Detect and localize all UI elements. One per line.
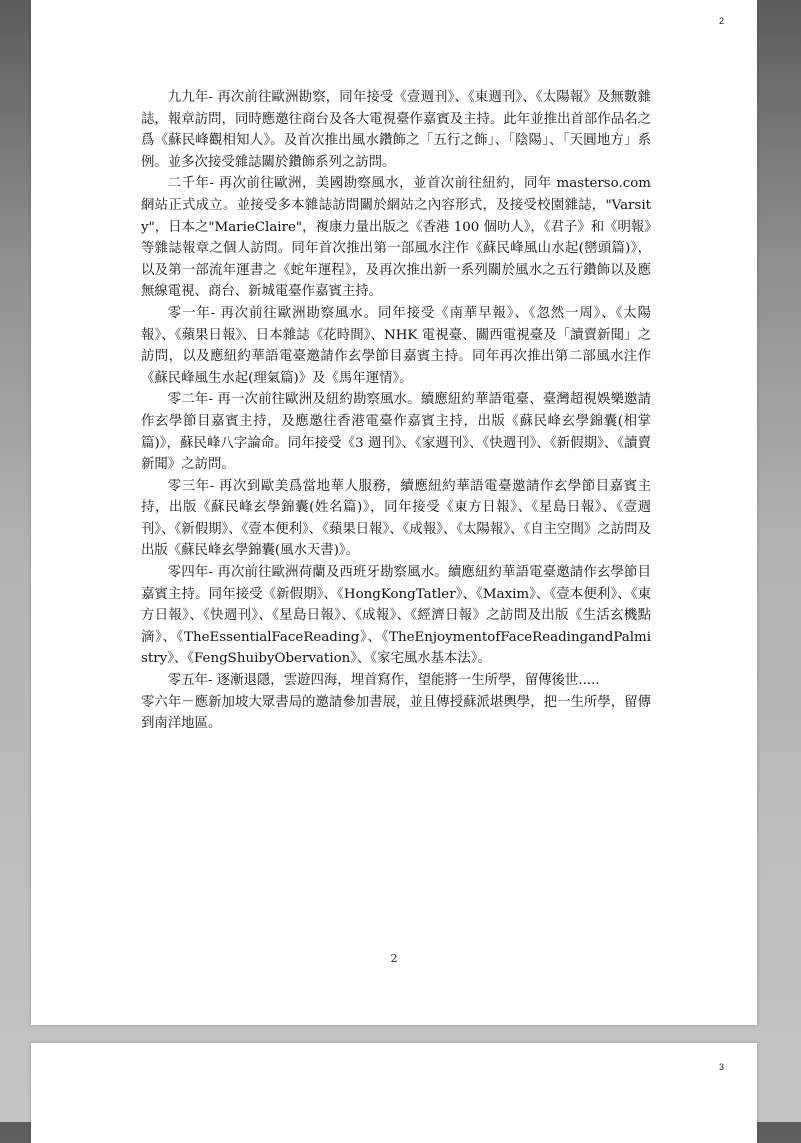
document-page-3	[31, 1043, 757, 1143]
paragraph-2002: 零二年- 再一次前往歐洲及紐約勘察風水。續應紐約華語電臺、臺灣超視娛樂邀請作玄學節目嘉賓主持，及應邀往香港電臺作嘉賓主持，出版《蘇民峰玄學錦囊(相掌篇)》，蘇民峰八字論命。同年接受《3 週刊》、《家週刊》、《快週刊》、《新假期》、《讀賣新聞》之訪問。	[141, 392, 651, 473]
page-footer-number: 2	[390, 952, 398, 965]
page-corner-number: 2	[718, 16, 724, 26]
paragraph-2003: 零三年- 再次到歐美爲當地華人服務，續應紐約華語電臺邀請作玄學節目嘉賓主持，出版《蘇民峰玄學錦囊(姓名篇)》，同年接受《東方日報》、《星島日報》、《壹週刊》、《新假期》、《壹本便利》、《蘋果日報》、《成報》、《太陽報》、《自主空間》之訪問及出版《蘇民峰玄學錦囊(風水天書)》。	[141, 478, 651, 559]
paragraph-2005: 零五年- 逐漸退隱，雲遊四海，埋首寫作，望能將一生所學，留傳後世.....	[167, 673, 600, 689]
page-body-text	[141, 87, 651, 735]
page-corner-number: 3	[718, 1062, 724, 1072]
paragraph-2000: 二千年- 再次前往歐洲，美國勘察風水，並首次前往紐約，同年 masterso.com 網站正式成立。並接受多本雜誌訪問關於網站之內容形式，及接受校園雜誌，"Varsity"，日本之"MarieClaire"，複康力量出版之《香港 100 個叻人》，《君子》和《明報》等雜誌報章之個人訪問。同年首次推出第一部風水注作《蘇民峰風山水起(巒頭篇)》，以及第一部流年運書之《蛇年運程》，及再次推出新一系列關於風水之五行鑽飾以及應無線電視、商台、新城電臺作嘉賓主持。	[141, 176, 651, 300]
paragraph-2004: 零四年- 再次前往歐洲荷蘭及西班牙勘察風水。續應紐約華語電臺邀請作玄學節目嘉賓主持。同年接受《新假期》、《HongKongTatler》、《Maxim》、《壹本便利》、《東方日報》、《快週刊》、《星島日報》、《成報》、《經濟日報》之訪問及出版《生活玄機點滴》、《TheEssentialFaceReading》、《TheEnjoymentofFaceReadingandPalmistry》、《FengShuibyObervation》、《家宅風水基本法》。	[141, 565, 651, 667]
paragraph-2006: 零六年－應新加坡大眾書局的邀請參加書展，並且傳授蘇派堪輿學，把一生所學，留傳到南洋地區。	[141, 694, 651, 732]
paragraph-2001: 零一年- 再次前往歐洲勘察風水。同年接受《南華早報》、《忽然一周》、《太陽報》、《蘋果日報》、日本雜誌《花時間》、NHK 電視臺、關西電視臺及「讀賣新聞」之訪問，以及應紐約華語電臺邀請作玄學節目嘉賓主持。同年再次推出第二部風水注作《蘇民峰風生水起(理氣篇)》及《馬年運情》。	[141, 305, 651, 386]
paragraph-1999: 九九年- 再次前往歐洲勘察，同年接受《壹週刊》、《東週刊》、《太陽報》及無數雜誌，報章訪問，同時應邀往商台及各大電視臺作嘉賓及主持。此年並推出首部作品名之爲《蘇民峰觀相知人》。及首次推出風水鑽飾之「五行之飾」、「陰陽」、「天圓地方」系例。並多次接受雜誌關於鑽飾系列之訪問。	[141, 90, 651, 170]
document-page-2	[31, 0, 757, 1025]
